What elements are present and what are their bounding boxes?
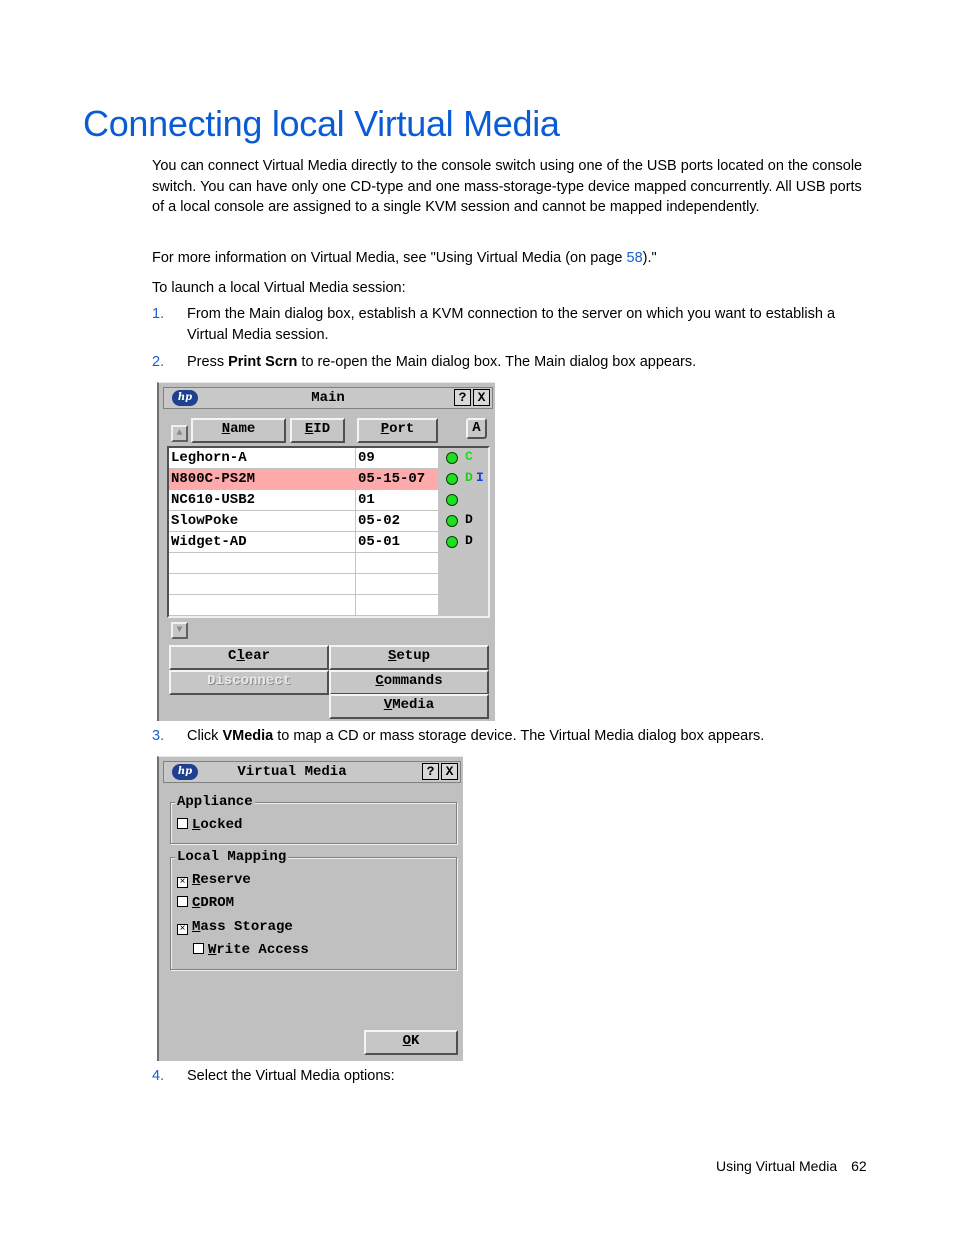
label-key: S: [387, 648, 397, 664]
status-online-icon: [446, 515, 458, 527]
vm-title: Virtual Media: [237, 764, 347, 780]
empty-cell: [169, 595, 355, 615]
more-info-paragraph: [152, 248, 867, 269]
help-button[interactable]: ?: [422, 763, 439, 780]
table-row[interactable]: [169, 490, 438, 510]
label: eserve: [200, 872, 251, 888]
label: ID: [313, 421, 331, 437]
step-3-pre: Click: [187, 728, 223, 744]
commands-button[interactable]: [329, 670, 489, 695]
label: C: [227, 648, 237, 664]
label-key: R: [192, 872, 201, 888]
empty-cell: [356, 553, 438, 573]
label-key: P: [380, 421, 390, 437]
scroll-up-button[interactable]: ▲: [171, 425, 188, 442]
empty-cell: [169, 574, 355, 594]
server-port: 09: [356, 448, 438, 468]
local-mapping-group: [170, 849, 457, 970]
label-key: E: [304, 421, 314, 437]
write-access-checkbox[interactable]: [193, 943, 204, 954]
hp-logo: hp: [172, 390, 198, 406]
step-1-number: 1.: [152, 306, 165, 322]
step-3-key: VMedia: [222, 728, 274, 744]
empty-row: [169, 595, 438, 615]
setup-button[interactable]: [329, 645, 489, 670]
step-2-text: [187, 352, 867, 373]
close-button[interactable]: X: [441, 763, 458, 780]
eid-sort-button[interactable]: [290, 418, 345, 443]
virtual-media-dialog: [157, 756, 463, 1061]
write-access-option[interactable]: [193, 941, 309, 959]
label-key: l: [236, 648, 245, 664]
mass-storage-option[interactable]: [177, 918, 293, 936]
empty-row: [169, 553, 438, 573]
label-key: O: [402, 1033, 411, 1049]
page-link[interactable]: 58: [626, 250, 643, 266]
status-flag: D: [465, 533, 473, 548]
empty-row: [169, 574, 438, 594]
server-name: Leghorn-A: [169, 448, 355, 468]
empty-cell: [356, 595, 438, 615]
empty-cell: [169, 553, 355, 573]
step-2-pre: Press: [187, 354, 229, 370]
help-button[interactable]: ?: [454, 389, 471, 406]
step-4-text: Select the Virtual Media options:: [187, 1068, 395, 1084]
label: ort: [389, 421, 415, 437]
step-2-post: to re-open the Main dialog box. The Main dialog box appears.: [297, 354, 697, 370]
label: DROM: [200, 895, 235, 911]
label: rite Access: [216, 942, 309, 958]
step-2-key: Print Scrn: [228, 354, 298, 370]
status-flag: I: [476, 470, 484, 485]
mass-storage-checkbox[interactable]: ×: [177, 924, 188, 935]
server-port: 05-01: [356, 532, 438, 552]
step-4-number: 4.: [152, 1068, 165, 1084]
locked-checkbox[interactable]: [177, 818, 188, 829]
appliance-group: [170, 794, 457, 844]
label-key: C: [192, 895, 201, 911]
step-3-post: to map a CD or mass storage device. The Virtual Media dialog box appears.: [273, 728, 765, 744]
vm-title-bar: [163, 761, 461, 783]
local-mapping-label: Local Mapping: [177, 849, 287, 865]
label: K: [411, 1033, 420, 1049]
empty-cell: [356, 574, 438, 594]
label-key: C: [375, 673, 384, 689]
launch-paragraph: To launch a local Virtual Media session:: [152, 280, 406, 296]
more-info-suffix: ).": [642, 250, 657, 266]
status-online-icon: [446, 536, 458, 548]
step-3-number: 3.: [152, 728, 165, 744]
reserve-checkbox[interactable]: ×: [177, 877, 188, 888]
label: Media: [392, 697, 435, 713]
clear-button[interactable]: [169, 645, 329, 670]
footer-section: Using Virtual Media: [716, 1158, 838, 1174]
server-port: 05-02: [356, 511, 438, 531]
cdrom-option[interactable]: [177, 894, 234, 912]
page-title: Connecting local Virtual Media: [83, 103, 560, 144]
step-1-text: From the Main dialog box, establish a KVM connection to the server on which you want to establish a Virtual Media session.: [187, 306, 836, 343]
scroll-down-button[interactable]: ▼: [171, 622, 188, 639]
hp-logo: hp: [172, 764, 198, 780]
table-row[interactable]: [169, 511, 438, 531]
ok-button[interactable]: [364, 1030, 458, 1055]
table-row[interactable]: [169, 448, 438, 468]
label: ocked: [200, 817, 243, 833]
main-title-bar: [163, 387, 493, 409]
label-key: W: [208, 942, 217, 958]
status-online-icon: [446, 473, 458, 485]
more-info-text: For more information on Virtual Media, see "Using Virtual Media (on page: [152, 250, 627, 266]
status-online-icon: [446, 452, 458, 464]
port-sort-button[interactable]: [357, 418, 438, 443]
label: ame: [230, 421, 256, 437]
reserve-option[interactable]: [177, 871, 251, 889]
label-key: V: [383, 697, 393, 713]
step-2-number: 2.: [152, 354, 165, 370]
status-flag: D: [465, 470, 473, 485]
page-footer: [716, 1158, 867, 1174]
server-name: N800C-PS2M: [169, 469, 355, 489]
disconnect-button: Disconnect: [169, 670, 329, 695]
label: ommands: [383, 673, 443, 689]
main-dialog: [157, 382, 495, 721]
table-row[interactable]: [169, 469, 438, 489]
server-name: NC610-USB2: [169, 490, 355, 510]
server-port: 05-15-07: [356, 469, 438, 489]
label-key: N: [221, 421, 231, 437]
status-flag: D: [465, 512, 473, 527]
step-3-text: [187, 726, 867, 747]
label: etup: [396, 648, 430, 664]
server-name: Widget-AD: [169, 532, 355, 552]
label: ass Storage: [200, 919, 293, 935]
server-port: 01: [356, 490, 438, 510]
main-title: Main: [311, 390, 345, 406]
status-flag: C: [465, 449, 473, 464]
status-online-icon: [446, 494, 458, 506]
cdrom-checkbox[interactable]: [177, 896, 188, 907]
vmedia-button[interactable]: [329, 694, 489, 719]
page-number: 62: [851, 1158, 867, 1174]
server-name: SlowPoke: [169, 511, 355, 531]
close-button[interactable]: X: [473, 389, 490, 406]
intro-paragraph: You can connect Virtual Media directly to the console switch using one of the USB ports located on the console switch. You can have only one CD-type and one mass-storage-type device mapped concurrently. All USB ports of a local console are assigned to a single KVM session and cannot be mapped independently.: [152, 158, 863, 215]
label-key: L: [192, 817, 201, 833]
table-row[interactable]: [169, 532, 438, 552]
server-list: [167, 446, 490, 618]
label-key: M: [192, 919, 201, 935]
locked-option[interactable]: [177, 816, 242, 834]
label: ear: [244, 648, 271, 664]
name-sort-button[interactable]: [191, 418, 286, 443]
a-icon-button[interactable]: A: [466, 418, 487, 439]
appliance-label: Appliance: [177, 794, 253, 810]
